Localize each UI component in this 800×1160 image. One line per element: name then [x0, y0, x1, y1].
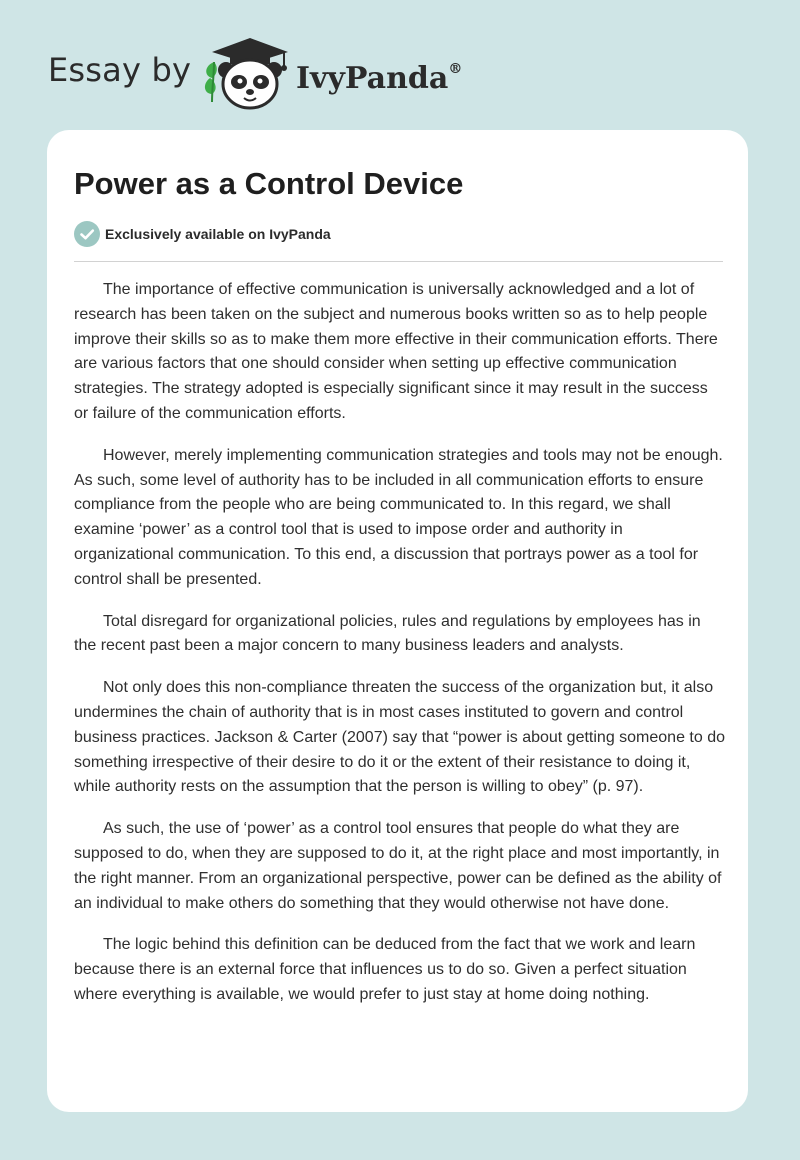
ivypanda-logo-icon[interactable] — [200, 32, 296, 112]
paragraph: As such, the use of ‘power’ as a control tool ensures that people do what they are supposed to do, when they are supposed to do it, at the right place and most importantly, in the right manner. From an organizational perspective, power can be defined as the ability of an individual to make others do something that they would otherwise not have done. — [74, 820, 722, 912]
paragraph: Not only does this non-compliance threaten the success of the organization but, it also undermines the chain of authority that is in most cases instituted to govern and control business practices. Jackson & Carter (2007) say that “power is about getting someone to do something irrespective of their desire to do it or the extent of their resistance to doing it, while authority rests on the assumption that the person is willing to obey” (p. 97). — [74, 679, 726, 796]
site-header — [0, 0, 800, 130]
paragraph: The importance of effective communication is universally acknowledged and a lot of research has been taken on the subject and numerous books written so as to help people improve their skills so as to make them more effective in their communication efforts. There are various factors that one should consider when setting up effective communication strategies. The strategy adopted is especially significant since it may result in the success or failure of the communication efforts. — [74, 281, 718, 422]
brand-name-text: IvyPanda — [296, 61, 449, 96]
essay-by-label: Essay by — [48, 51, 192, 89]
exclusive-badge-label: Exclusively available on IvyPanda — [105, 226, 331, 242]
essay-card — [47, 130, 748, 1112]
exclusive-badge — [74, 221, 331, 247]
panda-face-icon — [218, 60, 282, 108]
registered-mark: ® — [448, 61, 463, 77]
check-circle-icon — [74, 221, 100, 247]
paragraph: The logic behind this definition can be deduced from the fact that we work and learn because there is an external force that influences us to do so. Given a perfect situation where everything is available, we would prefer to just stay at home doing nothing. — [74, 936, 696, 1003]
divider — [74, 261, 723, 262]
paragraph: Total disregard for organizational policies, rules and regulations by employees has in the recent past been a major concern to many business leaders and analysts. — [74, 612, 701, 655]
page-title: Power as a Control Device — [74, 166, 464, 201]
essay-body — [74, 278, 726, 1025]
brand-name[interactable] — [296, 53, 462, 99]
paragraph: However, merely implementing communication strategies and tools may not be enough. As such, some level of authority has to be included in all communication efforts to ensure compliance from the people who are being communicated to. In this regard, we shall examine ‘power’ as a control tool that is used to impose order and authority in organizational communication. To this end, a discussion that portrays power as a tool for control shall be presented. — [74, 446, 723, 588]
ivy-leaf-icon — [205, 62, 217, 102]
